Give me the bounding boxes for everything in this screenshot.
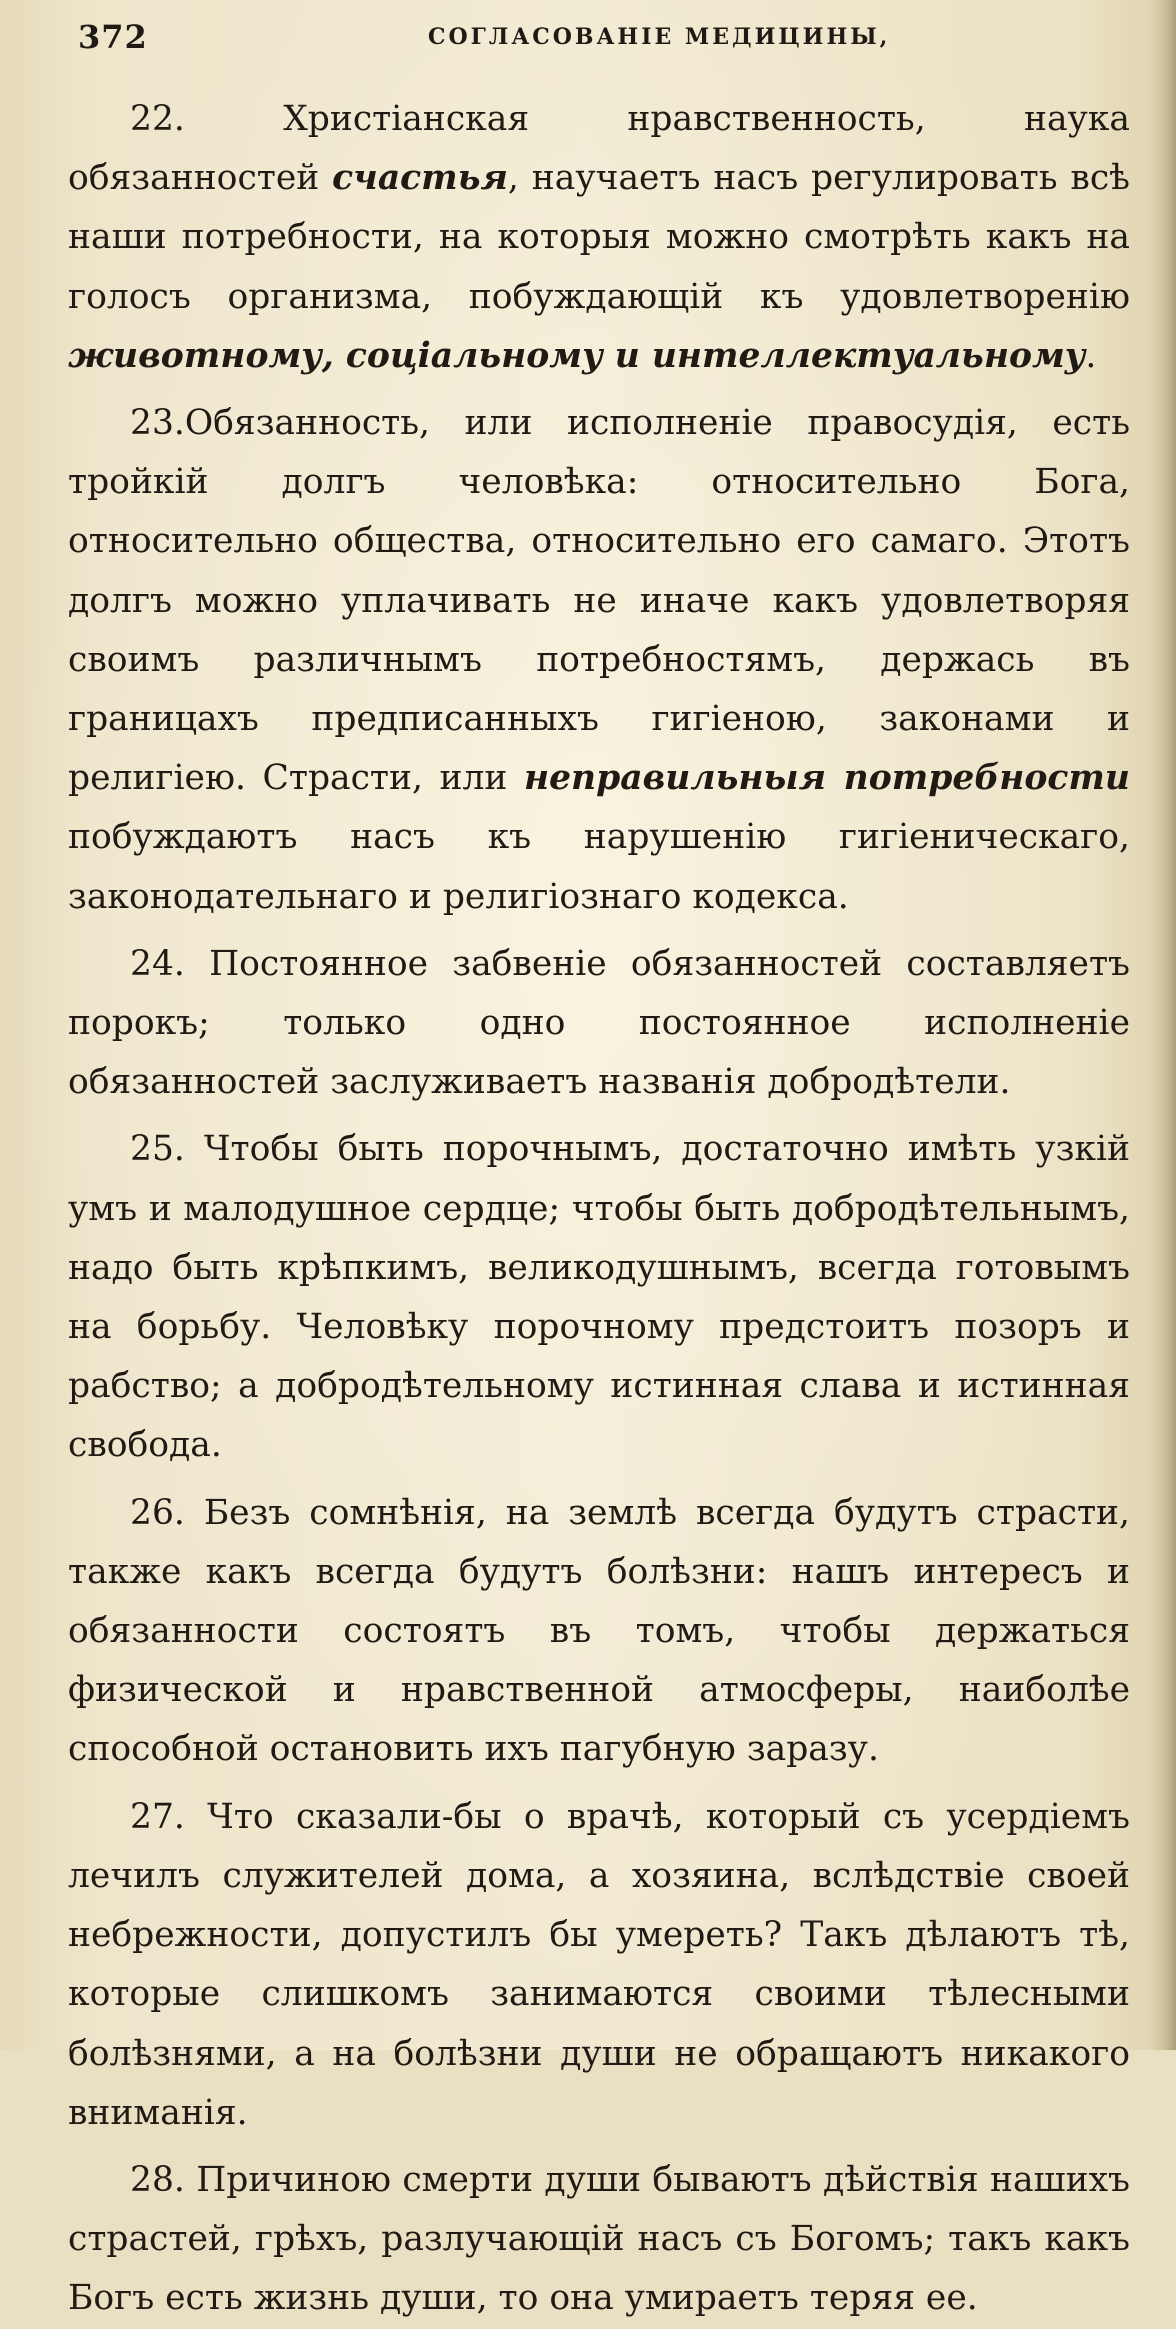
paragraph-text: Постоянное забвеніе обязанностей составляетъ порокъ; только одно постоянное исполненіе обязанностей заслуживаетъ названія добродѣтели. [68, 943, 1130, 1103]
paragraph-28 [68, 2151, 1130, 2329]
paragraph-text: Причиною смерти души бываютъ дѣйствія нашихъ страстей, грѣхъ, разлучающій насъ съ Богомъ; такъ какъ Богъ есть жизнь души, то она умираетъ теряя ее. [68, 2159, 1130, 2319]
body-text [68, 90, 1130, 2329]
paragraph-number: 28. [130, 2159, 185, 2200]
paragraph-22 [68, 90, 1130, 386]
paragraph-number: 24. [130, 943, 185, 984]
emphasized-text: счастья [332, 158, 508, 199]
emphasized-text: животному, соціальному и интеллектуальному [68, 335, 1086, 376]
paragraph-24 [68, 935, 1130, 1113]
running-head: СОГЛАСОВАНІЕ МЕДИЦИНЫ, [428, 24, 891, 50]
paragraph-text: Христіанская нравственность, наука обязанностей [68, 99, 1130, 199]
paragraph-text: Чтобы быть порочнымъ, достаточно имѣть узкій умъ и малодушное сердце; чтобы быть добродѣтельнымъ, надо быть крѣпкимъ, великодушнымъ, всегда готовымъ на борьбу. Человѣку порочному предстоитъ позоръ и рабство; а добродѣтельному истинная слава и истинная свобода. [68, 1129, 1130, 1466]
page-edge-shadow [1150, 0, 1176, 2050]
paragraph-number: 23. [130, 403, 185, 444]
paragraph-text: , научаетъ насъ регулировать всѣ наши потребности, на которыя можно смотрѣть какъ на голосъ организма, побуждающій къ удовлетворенію [68, 158, 1130, 317]
paragraph-25 [68, 1120, 1130, 1475]
paragraph-text: побуждаютъ насъ къ нарушенію гигіеническаго, законодательнаго и религіознаго кодекса. [68, 817, 1130, 917]
emphasized-text: неправильныя потребности [523, 758, 1130, 799]
paragraph-27 [68, 1788, 1130, 2143]
paragraph-number: 26. [130, 1492, 185, 1533]
paragraph-number: 27. [130, 1796, 185, 1837]
paragraph-number: 25. [130, 1129, 185, 1170]
paragraph-text: Безъ сомнѣнія, на землѣ всегда будутъ страсти, также какъ всегда будутъ болѣзни: нашъ интересъ и обязанности состоятъ въ томъ, чтобы держаться физической и нравственной атмосферы, наиболѣе способной остановить ихъ пагубную заразу. [68, 1492, 1130, 1770]
page-header [78, 18, 1108, 68]
page-number: 372 [78, 18, 148, 56]
paragraph-text: . [1085, 335, 1097, 376]
paragraph-text: Что сказали-бы о врачѣ, который съ усердіемъ лечилъ служителей дома, а хозяина, вслѣдствіе своей небрежности, допустилъ бы умереть? Такъ дѣлаютъ тѣ, которые слишкомъ занимаются своими тѣлесными болѣзнями, а на болѣзни души не обращаютъ никакого вниманія. [68, 1796, 1130, 2133]
paragraph-number: 22. [130, 99, 185, 139]
paragraph-text: Обязанность, или исполненіе правосудія, есть тройкій долгъ человѣка: относительно Бога, относительно общества, относительно его самаго. Этотъ долгъ можно уплачивать не иначе какъ удовлетворяя своимъ различнымъ потребностямъ, держась въ границахъ предписанныхъ гигіеною, законами и религіею. Страсти, или [68, 403, 1130, 799]
paragraph-26 [68, 1484, 1130, 1780]
paragraph-23 [68, 394, 1130, 927]
